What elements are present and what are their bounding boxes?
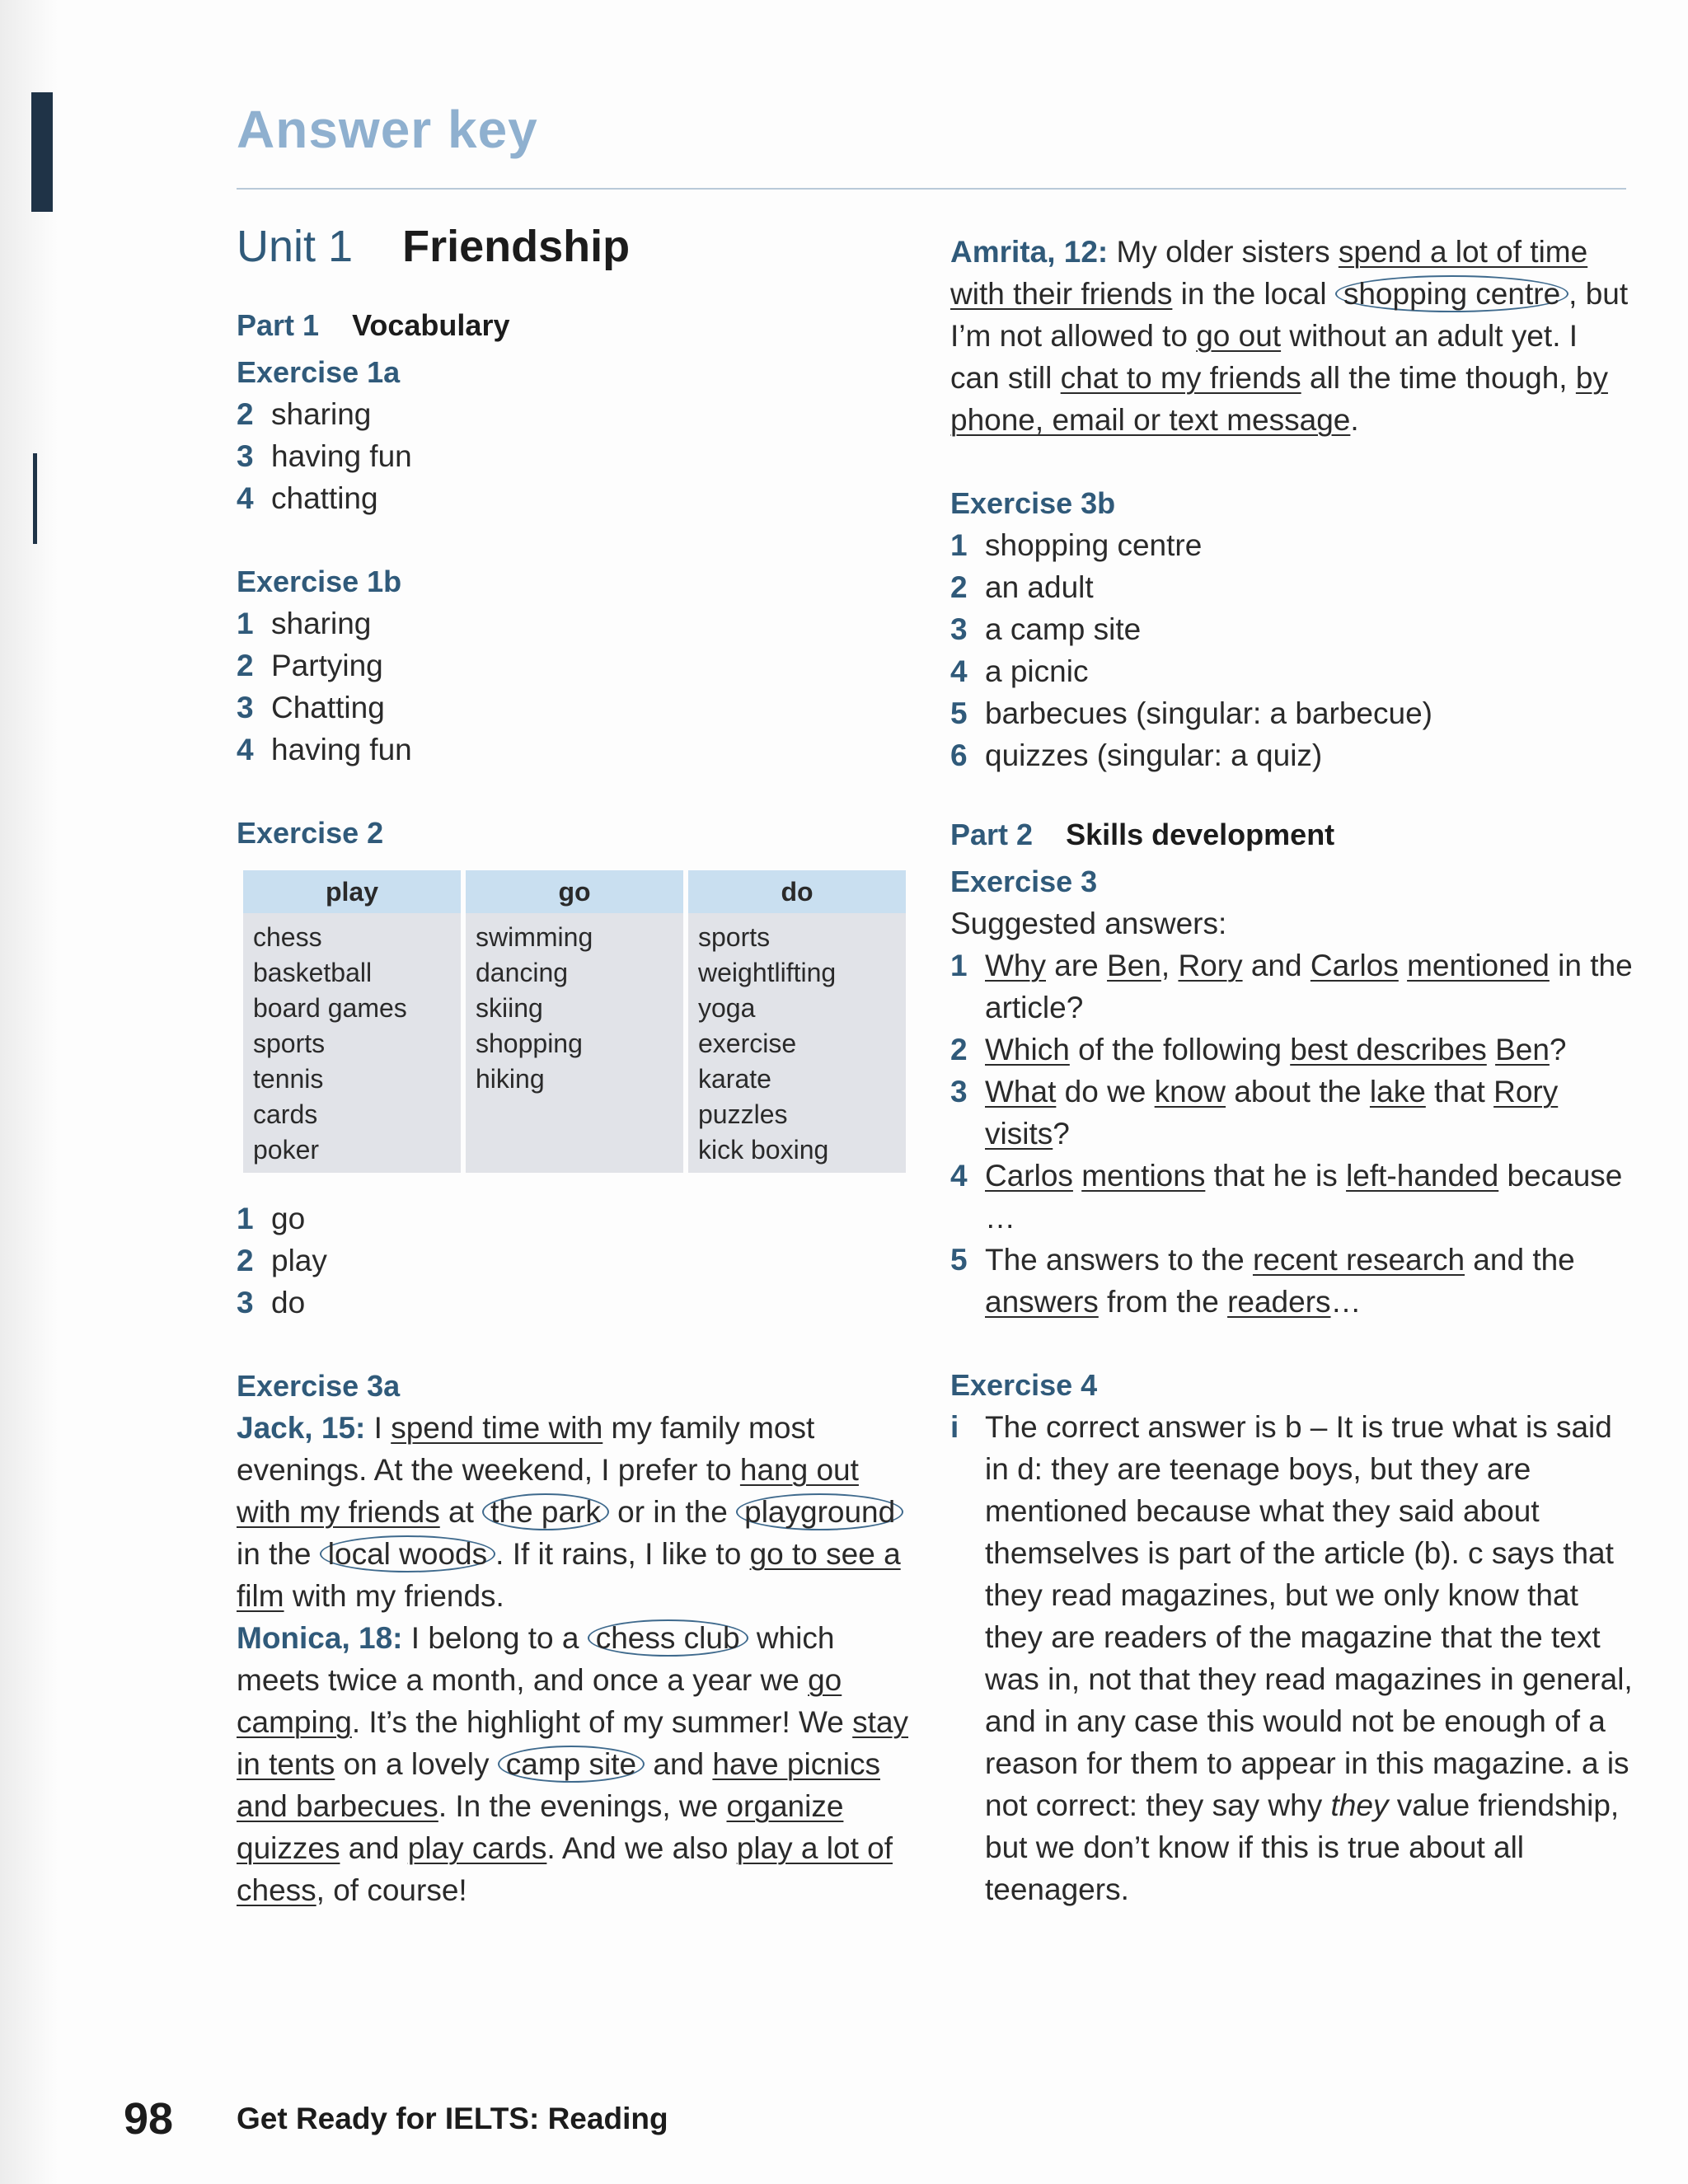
monica-paragraph: Monica, 18: I belong to a chess club which meets twice a month, and once a year we go camping. It’s the highlight of my summer! We stay in tents on a lovely camp site and have picnics and barbecues. In the evenings, we organize quizzes and play cards. And we also play a lot of chess, of course!	[237, 1621, 909, 1907]
jack-paragraph: Jack, 15: I spend time with my family most evenings. At the weekend, I prefer to hang out with my friends at the park or in the playground in the local woods . If it rains, I like to go to see a film with my friends.	[237, 1407, 912, 1617]
circled-phrase: playground	[736, 1493, 903, 1530]
list-item: 4 Carlos mentions that he is left-handed because …	[950, 1159, 1623, 1235]
table-cell: shopping	[476, 1029, 583, 1058]
circled-phrase: camp site	[498, 1746, 645, 1783]
circled-phrase: local woods	[320, 1535, 495, 1572]
ex3-intro: Suggested answers:	[950, 907, 1227, 940]
list-item: 5 barbecues (singular: a barbecue)	[950, 696, 1432, 730]
list-item: 1 Why are Ben, Rory and Carlos mentioned in the article?	[950, 949, 1633, 1024]
table-column-do	[688, 870, 906, 1173]
ex3a-title: Exercise 3a	[237, 1369, 401, 1403]
verb-table	[243, 870, 912, 1173]
list-item: 4 having fun	[237, 733, 412, 766]
part2-number: Part 2	[950, 818, 1034, 851]
table-cell: poker	[253, 1135, 320, 1165]
list-item: 5 The answers to the recent research and the answers from the readers…	[950, 1243, 1575, 1319]
table-cell: karate	[698, 1064, 771, 1094]
ex1b-title: Exercise 1b	[237, 565, 402, 598]
part1-number: Part 1	[237, 308, 320, 342]
table-column-play	[243, 870, 461, 1173]
ex1a-title: Exercise 1a	[237, 355, 401, 389]
part2-name: Skills development	[1066, 818, 1335, 851]
part1-heading	[237, 308, 912, 343]
ex2-title: Exercise 2	[237, 816, 384, 850]
table-cell: yoga	[698, 993, 756, 1023]
table-cell: hiking	[476, 1064, 545, 1094]
circled-phrase: shopping centre	[1335, 275, 1568, 312]
amrita-paragraph: Amrita, 12: My older sisters spend a lot of time with their friends in the local shopping centre , but I’m not allowed to go out without an adult yet. I can still chat to my friends all the time though, by phone, email or text message.	[950, 235, 1629, 437]
circled-phrase: the park	[482, 1493, 609, 1530]
table-cell: weightlifting	[698, 958, 837, 987]
unit-number: Unit 1	[237, 222, 354, 271]
speaker-name: Monica, 18:	[237, 1621, 403, 1655]
list-item: 2 sharing	[237, 397, 372, 431]
table-cell: tennis	[253, 1064, 324, 1094]
table-header: go	[466, 870, 683, 913]
scan-mark-top	[31, 92, 53, 212]
list-item: 2 play	[237, 1244, 327, 1277]
part1-name: Vocabulary	[352, 308, 510, 342]
page-number: 98	[124, 2094, 174, 2144]
list-item: 2 Which of the following best describes Ben?	[950, 1033, 1567, 1066]
list-item: 3 having fun	[237, 439, 412, 473]
unit-heading	[237, 221, 912, 272]
right-column	[950, 231, 1634, 1910]
unit-name: Friendship	[402, 222, 631, 271]
list-item: 3 Chatting	[237, 691, 385, 724]
list-item: 2 an adult	[950, 570, 1094, 604]
table-cell: basketball	[253, 958, 373, 987]
title-rule	[237, 188, 1626, 190]
page-title: Answer key	[237, 100, 538, 159]
left-column	[237, 221, 912, 1911]
list-item: 2 Partying	[237, 649, 383, 682]
table-column-go	[466, 870, 683, 1173]
speaker-name: Amrita, 12:	[950, 235, 1109, 269]
scan-mark-middle	[33, 453, 37, 544]
list-item: 3 a camp site	[950, 612, 1142, 646]
table-cell: skiing	[476, 993, 543, 1023]
table-header: play	[243, 870, 461, 913]
list-item: 6 quizzes (singular: a quiz)	[950, 738, 1323, 772]
table-cell: exercise	[698, 1029, 797, 1058]
ex4-title: Exercise 4	[950, 1368, 1098, 1402]
ex4-answer: i The correct answer is b – It is true what is said in d: they are teenage boys, but they are mentioned because what they said about themselves is part of the article (b). c says that they read magazines, but we only know that they are readers of the magazine that the text was in, not that they read magazines in general, and in any case this would not be enough of a reason for them to appear in this magazine. a is not correct: they say why they value friendship, but we don’t know if this is true about all teenagers.	[950, 1410, 1633, 1906]
list-item: 3 do	[237, 1286, 306, 1319]
table-cell: sports	[253, 1029, 326, 1058]
scan-shadow	[0, 0, 58, 2184]
list-item: 1 go	[237, 1202, 306, 1235]
circled-phrase: chess club	[588, 1619, 748, 1657]
table-cell: cards	[253, 1099, 318, 1129]
book-title: Get Ready for IELTS: Reading	[237, 2102, 668, 2135]
speaker-name: Jack, 15:	[237, 1411, 366, 1445]
table-cell: sports	[698, 922, 771, 952]
table-cell: kick boxing	[698, 1135, 829, 1165]
table-cell: board games	[253, 993, 407, 1023]
table-cell: swimming	[476, 922, 593, 952]
table-cell: dancing	[476, 958, 569, 987]
ex3-title: Exercise 3	[950, 865, 1098, 898]
ex3b-title: Exercise 3b	[950, 486, 1116, 520]
list-item: 4 chatting	[237, 481, 378, 515]
table-cell: puzzles	[698, 1099, 788, 1129]
table-cell: chess	[253, 922, 322, 952]
table-header: do	[688, 870, 906, 913]
list-item: 3 What do we know about the lake that Rory visits?	[950, 1075, 1559, 1151]
list-item: 4 a picnic	[950, 654, 1089, 688]
part2-heading	[950, 818, 1634, 852]
list-item: 1 shopping centre	[950, 528, 1203, 562]
list-item: 1 sharing	[237, 607, 372, 640]
